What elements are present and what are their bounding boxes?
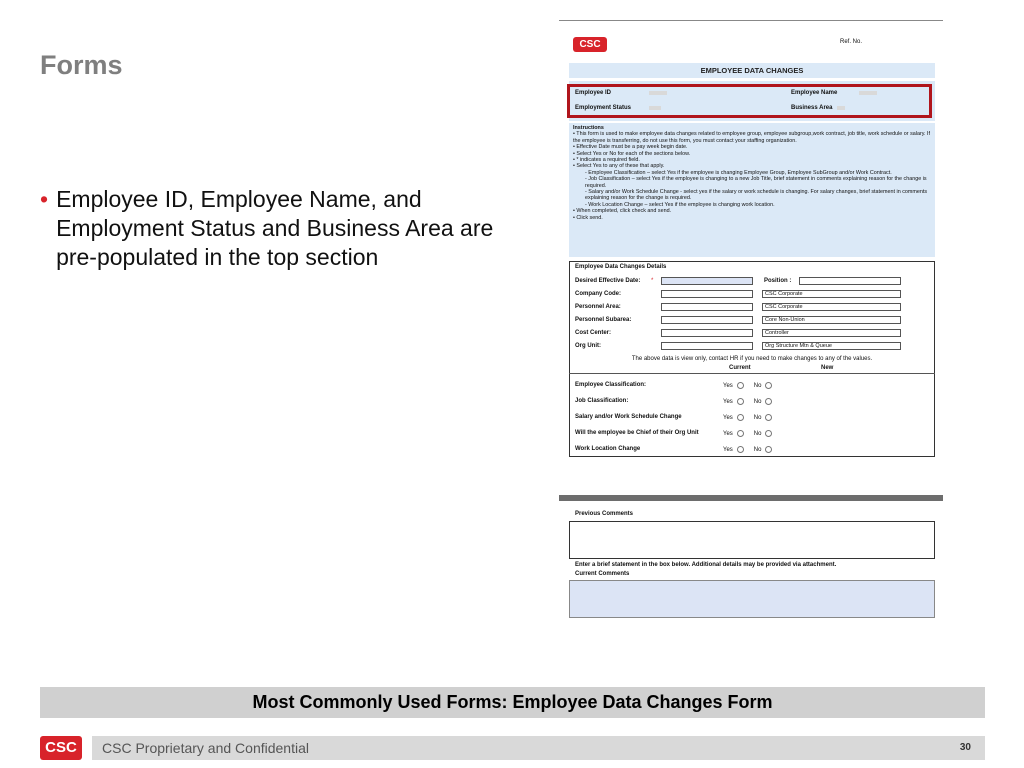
ref-no-label: Ref. No. <box>840 39 863 45</box>
no-label: No <box>753 415 762 422</box>
divider <box>569 373 935 374</box>
instructions-text <box>573 125 931 221</box>
radio-yes[interactable] <box>737 414 744 421</box>
yes-label: Yes <box>723 431 733 438</box>
footer-bar <box>92 736 985 760</box>
bullet-text: Employee ID, Employee Name, and Employment Status and Business Area are pre-populated in the top section <box>56 186 494 270</box>
previous-comments-box <box>569 521 935 559</box>
yes-label: Yes <box>723 399 733 406</box>
col-new: New <box>821 365 834 371</box>
form-screenshot <box>559 20 943 461</box>
question-label: Job Classification: <box>575 398 629 404</box>
yes-no-group <box>723 446 772 453</box>
yes-label: Yes <box>723 383 733 390</box>
cost-center-id <box>661 329 753 337</box>
employee-name-value <box>859 91 877 95</box>
company-code-label: Company Code: <box>575 291 622 297</box>
desired-date-label: Desired Effective Date: <box>575 278 641 284</box>
details-title: Employee Data Changes Details <box>575 264 667 270</box>
no-label: No <box>753 447 762 454</box>
required-mark: * <box>651 278 654 284</box>
org-unit-field: Org Structure Mtn & Queue <box>762 342 901 350</box>
radio-no[interactable] <box>765 382 772 389</box>
yes-no-group <box>723 414 772 421</box>
personnel-subarea-label: Personnel Subarea: <box>575 317 632 323</box>
radio-yes[interactable] <box>737 398 744 405</box>
page-number: 30 <box>959 742 971 753</box>
instruction-item: • Effective Date must be a pay week begin date. <box>573 144 688 151</box>
brief-statement-note: Enter a brief statement in the box below. Additional details may be provided via attachment. <box>575 562 837 568</box>
yes-label: Yes <box>723 447 733 454</box>
position-label: Position : <box>764 278 792 284</box>
form-header-band <box>569 63 935 78</box>
personnel-subarea-id <box>661 316 753 324</box>
business-area-label: Business Area <box>791 105 833 111</box>
employment-status-label: Employment Status <box>575 105 632 111</box>
desired-date-input[interactable] <box>661 277 753 285</box>
radio-no[interactable] <box>765 446 772 453</box>
highlight-box <box>567 84 932 118</box>
no-label: No <box>753 431 762 438</box>
instructions-title: Instructions <box>573 125 604 131</box>
instruction-item: - Salary and/or Work Schedule Change - select yes if the salary or work schedule is changing. For salary changes, brief statement in comments explaining reason for the change is required. <box>585 189 928 202</box>
employee-id-value <box>649 91 667 95</box>
company-code-field: CSC Corporate <box>762 290 901 298</box>
form-logo: CSC <box>573 37 607 52</box>
footer-text: CSC Proprietary and Confidential <box>102 740 309 756</box>
org-unit-label: Org Unit: <box>575 343 601 349</box>
yes-no-group <box>723 430 772 437</box>
current-comments-label: Current Comments <box>575 571 630 577</box>
org-unit-id <box>661 342 753 350</box>
slide-title: Forms <box>40 50 123 80</box>
employment-status-value <box>649 106 661 110</box>
radio-no[interactable] <box>765 430 772 437</box>
yes-no-group <box>723 382 772 389</box>
instruction-item: • * indicates a required field. <box>573 157 640 164</box>
personnel-area-field: CSC Corporate <box>762 303 901 311</box>
no-label: No <box>753 399 762 406</box>
instruction-item: - Employee Classification – select Yes if the employee is changing Employee Group, Employee SubGroup and/or Work Contract. <box>585 169 892 176</box>
personnel-area-label: Personnel Area: <box>575 304 621 310</box>
radio-yes[interactable] <box>737 446 744 453</box>
cost-center-field: Controller <box>762 329 901 337</box>
radio-yes[interactable] <box>737 382 744 389</box>
instruction-item: • Click send. <box>573 214 603 221</box>
form-heading: EMPLOYEE DATA CHANGES <box>700 66 804 75</box>
instruction-item: • When completed, click check and send. <box>573 208 672 215</box>
no-label: No <box>753 383 762 390</box>
question-label: Will the employee be Chief of their Org Unit <box>575 430 699 436</box>
question-label: Salary and/or Work Schedule Change <box>575 414 682 420</box>
current-comments-input[interactable] <box>569 580 935 618</box>
caption-bar <box>40 687 985 718</box>
radio-yes[interactable] <box>737 430 744 437</box>
employee-name-label: Employee Name <box>791 90 838 96</box>
radio-no[interactable] <box>765 414 772 421</box>
caption-text: Most Commonly Used Forms: Employee Data Changes Form <box>252 692 773 712</box>
yes-no-group <box>723 398 772 405</box>
col-current: Current <box>729 365 751 371</box>
comments-screenshot <box>559 495 943 626</box>
bullet-dot-icon: • <box>40 186 49 212</box>
radio-no[interactable] <box>765 398 772 405</box>
instruction-item: - Work Location Change – select Yes if the employee is changing work location. <box>585 201 775 208</box>
instruction-item: - Job Classification – select Yes if the employee is changing to a new Job Title, brief statement in comments explaining reason for the change is required. <box>585 176 927 189</box>
instruction-item: • This form is used to make employee data changes related to employee group, employee subgroup,work contract, job title, work schedule or salary. If the employee is transferring, do not use this form, you must contact your staffing organization. <box>573 131 931 144</box>
instruction-item: • Select Yes to any of these that apply. <box>573 163 665 170</box>
position-field <box>799 277 901 285</box>
bullet-item <box>40 185 520 272</box>
personnel-area-id <box>661 303 753 311</box>
question-label: Work Location Change <box>575 446 641 452</box>
instruction-item: • Select Yes or No for each of the sections below. <box>573 150 691 157</box>
company-code-id <box>661 290 753 298</box>
yes-label: Yes <box>723 415 733 422</box>
view-only-note: The above data is view only, contact HR if you need to make changes to any of the values. <box>631 356 873 362</box>
previous-comments-label: Previous Comments <box>575 511 634 517</box>
question-label: Employee Classification: <box>575 382 647 388</box>
personnel-subarea-field: Core Non-Union <box>762 316 901 324</box>
business-area-value <box>837 106 845 110</box>
footer-logo: CSC <box>40 736 82 760</box>
employee-id-label: Employee ID <box>575 90 612 96</box>
cost-center-label: Cost Center: <box>575 330 612 336</box>
